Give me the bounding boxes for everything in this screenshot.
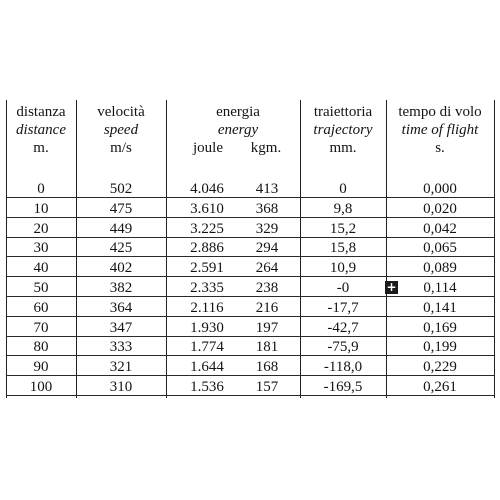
row-divider — [6, 217, 494, 218]
cell-distance: 70 — [33, 319, 49, 336]
row-divider — [6, 336, 494, 337]
row-divider — [6, 276, 494, 277]
header-trajectory-label: traiettoria — [313, 104, 373, 120]
cell-trajectory: 15,2 — [329, 220, 357, 237]
cell-trajectory: 10,9 — [329, 260, 357, 277]
cell-energy-kgm: 216 — [255, 299, 279, 316]
cell-trajectory: -118,0 — [323, 359, 363, 376]
header-energy-unit-joule: joule — [193, 140, 223, 156]
row-divider — [6, 197, 494, 198]
cell-energy-joule: 4.046 — [190, 181, 224, 197]
cell-energy-kgm: 168 — [255, 359, 279, 376]
cell-distance: 80 — [33, 339, 49, 356]
header-speed-unit: m/s — [110, 140, 132, 156]
cell-trajectory: -17,7 — [327, 299, 359, 316]
row-divider — [6, 296, 494, 297]
cell-energy-joule: 2.116 — [190, 299, 224, 316]
cell-energy-joule: 1.930 — [190, 319, 224, 336]
cell-time: 0,042 — [423, 220, 457, 237]
cell-energy-kgm: 197 — [255, 319, 279, 336]
column-divider — [494, 100, 495, 398]
header-trajectory-unit: mm. — [329, 140, 357, 156]
cell-time: 0,261 — [423, 379, 457, 395]
header-distance-unit: m. — [33, 140, 49, 156]
cell-trajectory: -0 — [336, 280, 350, 296]
header-energy-unit-kgm: kgm. — [250, 140, 282, 156]
cell-time: 0,114 — [423, 280, 457, 296]
row-divider — [6, 395, 494, 396]
column-divider — [166, 100, 167, 398]
cell-speed: 475 — [109, 200, 133, 217]
header-speed — [76, 103, 166, 157]
row-divider — [6, 355, 494, 356]
cell-speed: 402 — [109, 260, 133, 277]
header-speed-label-en: speed — [103, 122, 139, 138]
cell-energy-kgm: 413 — [255, 181, 279, 197]
cell-energy-joule: 3.610 — [190, 200, 224, 217]
cell-speed: 321 — [109, 359, 133, 376]
cell-time: 0,020 — [423, 200, 457, 217]
cell-energy-joule: 2.591 — [190, 260, 224, 277]
cell-trajectory: -42,7 — [327, 319, 359, 336]
header-trajectory-label-en: trajectory — [313, 122, 373, 138]
cell-energy-joule: 3.225 — [190, 220, 224, 237]
cell-energy-joule: 1.644 — [190, 359, 224, 376]
cell-speed: 502 — [109, 181, 133, 197]
cell-speed: 347 — [109, 319, 133, 336]
cell-energy-joule: 2.886 — [190, 240, 224, 257]
cell-energy-kgm: 181 — [255, 339, 279, 356]
cell-trajectory: -169,5 — [323, 379, 363, 395]
cell-speed: 333 — [109, 339, 133, 356]
row-divider — [6, 316, 494, 317]
cell-speed: 310 — [109, 379, 133, 395]
header-time-of-flight — [386, 103, 494, 157]
cell-distance: 30 — [33, 240, 49, 257]
cell-energy-joule: 2.335 — [190, 280, 224, 296]
cell-trajectory: 15,8 — [329, 240, 357, 257]
cell-distance: 90 — [33, 359, 49, 376]
header-energy — [166, 103, 300, 139]
cell-time: 0,065 — [423, 240, 457, 257]
cell-energy-kgm: 329 — [255, 220, 279, 237]
cell-energy-kgm: 294 — [255, 240, 279, 257]
cell-distance: 10 — [33, 200, 49, 217]
cell-speed: 382 — [109, 280, 133, 296]
header-energy-label-en: energy — [217, 122, 259, 138]
cell-distance: 0 — [37, 181, 45, 197]
header-speed-label: velocità — [97, 104, 145, 120]
cell-energy-joule: 1.536 — [190, 379, 224, 395]
cell-energy-joule: 1.774 — [190, 339, 224, 356]
cell-trajectory: 0 — [339, 181, 347, 197]
cell-time: 0,141 — [423, 299, 457, 316]
cell-energy-kgm: 368 — [255, 200, 279, 217]
header-distance-label: distanza — [16, 104, 66, 120]
cell-energy-kgm: 264 — [255, 260, 279, 277]
header-distance — [6, 103, 76, 157]
header-time-label: tempo di volo — [398, 104, 482, 120]
cell-speed: 425 — [109, 240, 133, 257]
cell-speed: 364 — [109, 299, 133, 316]
cell-distance: 50 — [33, 280, 49, 296]
plus-icon[interactable]: + — [386, 280, 397, 294]
cell-speed: 449 — [109, 220, 133, 237]
header-energy-label: energia — [216, 104, 260, 120]
cell-distance: 100 — [29, 379, 53, 395]
header-distance-label-en: distance — [16, 122, 66, 138]
cell-distance: 20 — [33, 220, 49, 237]
cell-distance: 60 — [33, 299, 49, 316]
cell-energy-kgm: 157 — [255, 379, 279, 395]
cell-energy-kgm: 238 — [255, 280, 279, 296]
cell-trajectory: -75,9 — [327, 339, 359, 356]
header-trajectory — [300, 103, 386, 157]
cell-time: 0,199 — [423, 339, 457, 356]
cell-time: 0,000 — [423, 181, 457, 197]
header-time-unit: s. — [435, 140, 445, 156]
cell-trajectory: 9,8 — [333, 200, 353, 217]
cell-time: 0,169 — [423, 319, 457, 336]
row-divider — [6, 375, 494, 376]
header-time-label-en: time of flight — [401, 122, 479, 138]
row-divider — [6, 237, 494, 238]
cell-time: 0,229 — [423, 359, 457, 376]
row-divider — [6, 256, 494, 257]
cell-time: 0,089 — [423, 260, 457, 277]
cell-distance: 40 — [33, 260, 49, 277]
